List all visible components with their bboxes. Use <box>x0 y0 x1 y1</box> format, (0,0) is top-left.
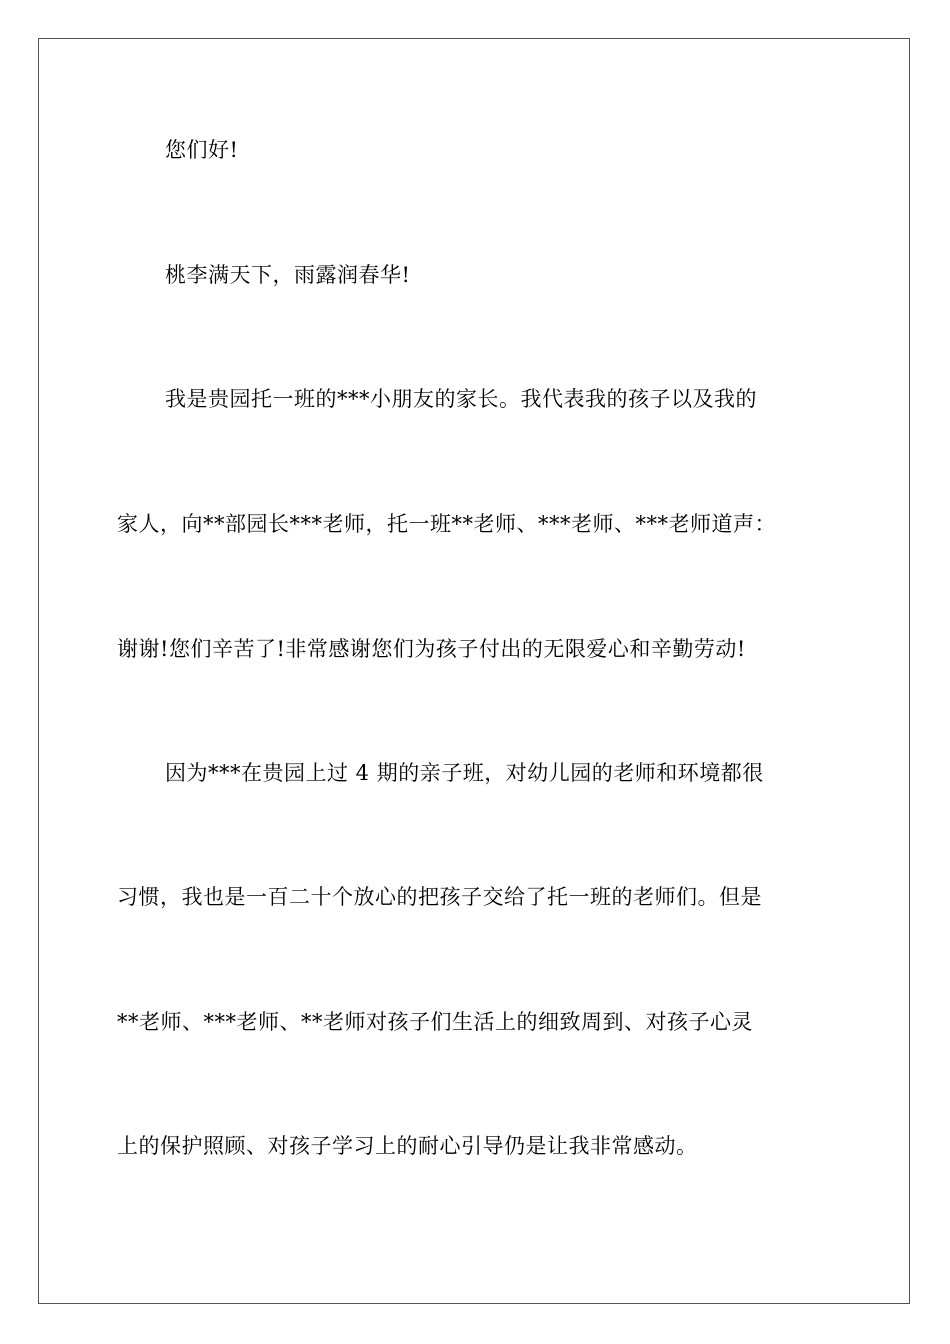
paragraph-line: 谢谢!您们辛苦了!非常感谢您们为孩子付出的无限爱心和辛勤劳动! <box>117 637 746 661</box>
paragraph-line: 家人，向**部园长***老师，托一班**老师、***老师、***老师道声： <box>117 512 776 536</box>
greeting-line: 您们好! <box>165 138 239 162</box>
paragraph-line: 上的保护照顾、对孩子学习上的耐心引导仍是让我非常感动。 <box>117 1134 698 1158</box>
paragraph-line: **老师、***老师、**老师对孩子们生活上的细致周到、对孩子心灵 <box>117 1010 753 1034</box>
paragraph-line: 因为***在贵园上过 4 期的亲子班，对幼儿园的老师和环境都很 <box>165 761 764 785</box>
page-border <box>38 38 910 1304</box>
proverb-line: 桃李满天下，雨露润春华! <box>165 263 411 287</box>
paragraph-line: 习惯，我也是一百二十个放心的把孩子交给了托一班的老师们。但是 <box>117 885 762 909</box>
paragraph-line: 我是贵园托一班的***小朋友的家长。我代表我的孩子以及我的 <box>165 387 757 411</box>
